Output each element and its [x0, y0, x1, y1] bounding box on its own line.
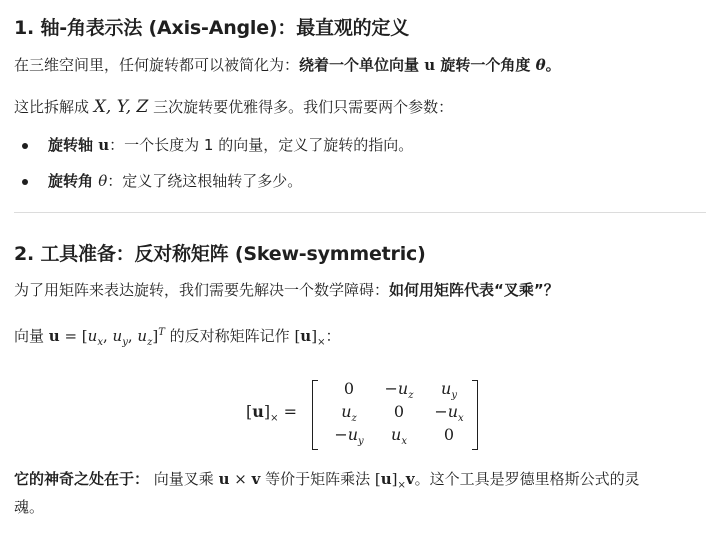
- bullet-text: ：一个长度为 1 的向量，定义了旋转的指向。: [109, 136, 414, 154]
- section-2-vector-line: [14, 322, 340, 354]
- bullet-icon: [22, 179, 28, 185]
- matrix-cell: $u_z$: [341, 402, 357, 425]
- matrix-cell: $u_x$: [391, 425, 407, 448]
- section-1-heading: 1. 轴-角表示法 (Axis-Angle)：最直观的定义: [14, 17, 410, 39]
- matrix-cell: $-u_y$: [334, 425, 364, 448]
- section-1-intro: [14, 54, 561, 76]
- intro-bold: [299, 56, 561, 74]
- bullet-text: ：定义了绕这根轴转了多少。: [107, 172, 303, 190]
- matrix-cell: $-u_z$: [384, 379, 414, 402]
- math-vector-u: u: [424, 56, 436, 74]
- intro-bold: 如何用矩阵代表“叉乘”？: [389, 281, 559, 299]
- vector-end: ：: [325, 327, 341, 345]
- section-divider: [14, 212, 706, 213]
- matrix-cell: 0: [343, 379, 355, 398]
- intro-bold-a: 绕着一个单位向量: [299, 56, 425, 74]
- section-2-magic: [14, 468, 640, 497]
- matrix-cell: $-u_x$: [434, 402, 464, 425]
- compare-prefix: 这比拆解成: [14, 98, 94, 116]
- compare-suffix: 三次旋转要优雅得多。我们只需要两个参数：: [148, 98, 454, 116]
- section-2-heading: 2. 工具准备：反对称矩阵 (Skew-symmetric): [14, 243, 426, 265]
- math-vector-u: u: [98, 136, 110, 154]
- math-theta: θ: [535, 56, 546, 74]
- intro-prefix: 为了用矩阵来表达旋转，我们需要先解决一个数学障碍：: [14, 281, 390, 299]
- magic-text-a: 向量叉乘: [149, 470, 219, 488]
- matrix-lhs: $[u]_\times$ =: [246, 402, 298, 425]
- math-theta: θ: [98, 172, 108, 190]
- math-vector-definition: $u = [u_x$, $u_y$, $u_z]^T$: [48, 327, 165, 348]
- matrix-cell: 0: [393, 402, 405, 421]
- vector-prefix: 向量: [14, 327, 49, 345]
- intro-bold-end: 。: [545, 56, 561, 74]
- magic-bold: 它的神奇之处在于：: [14, 470, 150, 488]
- intro-bold-b: 旋转一个角度: [435, 56, 536, 74]
- bullet-icon: [22, 143, 28, 149]
- matrix-cell: 0: [443, 425, 455, 444]
- bullet-label: 旋转角: [48, 172, 99, 190]
- math-skew-notation: $[u]_\times$: [294, 327, 326, 348]
- skew-matrix-equation: [246, 377, 486, 451]
- matrix-cell: $u_y$: [441, 379, 457, 402]
- left-bracket: [312, 380, 318, 450]
- math-xyz: X, Y, Z: [93, 97, 149, 117]
- math-matrix-product: $[u]_\times v$: [374, 470, 415, 491]
- section-2-intro: [14, 279, 559, 301]
- section-2-magic-continued: 魂。: [14, 498, 45, 516]
- magic-text-b: 等价于矩阵乘法: [260, 470, 375, 488]
- math-cross-product: u × v: [218, 470, 261, 488]
- bullet-label: 旋转轴: [48, 136, 99, 154]
- section-1-compare: [14, 96, 453, 118]
- intro-prefix: 在三维空间里，任何旋转都可以被简化为：: [14, 56, 300, 74]
- magic-text-c: 。这个工具是罗德里格斯公式的灵: [414, 470, 640, 488]
- vector-text: 的反对称矩阵记作: [169, 327, 295, 345]
